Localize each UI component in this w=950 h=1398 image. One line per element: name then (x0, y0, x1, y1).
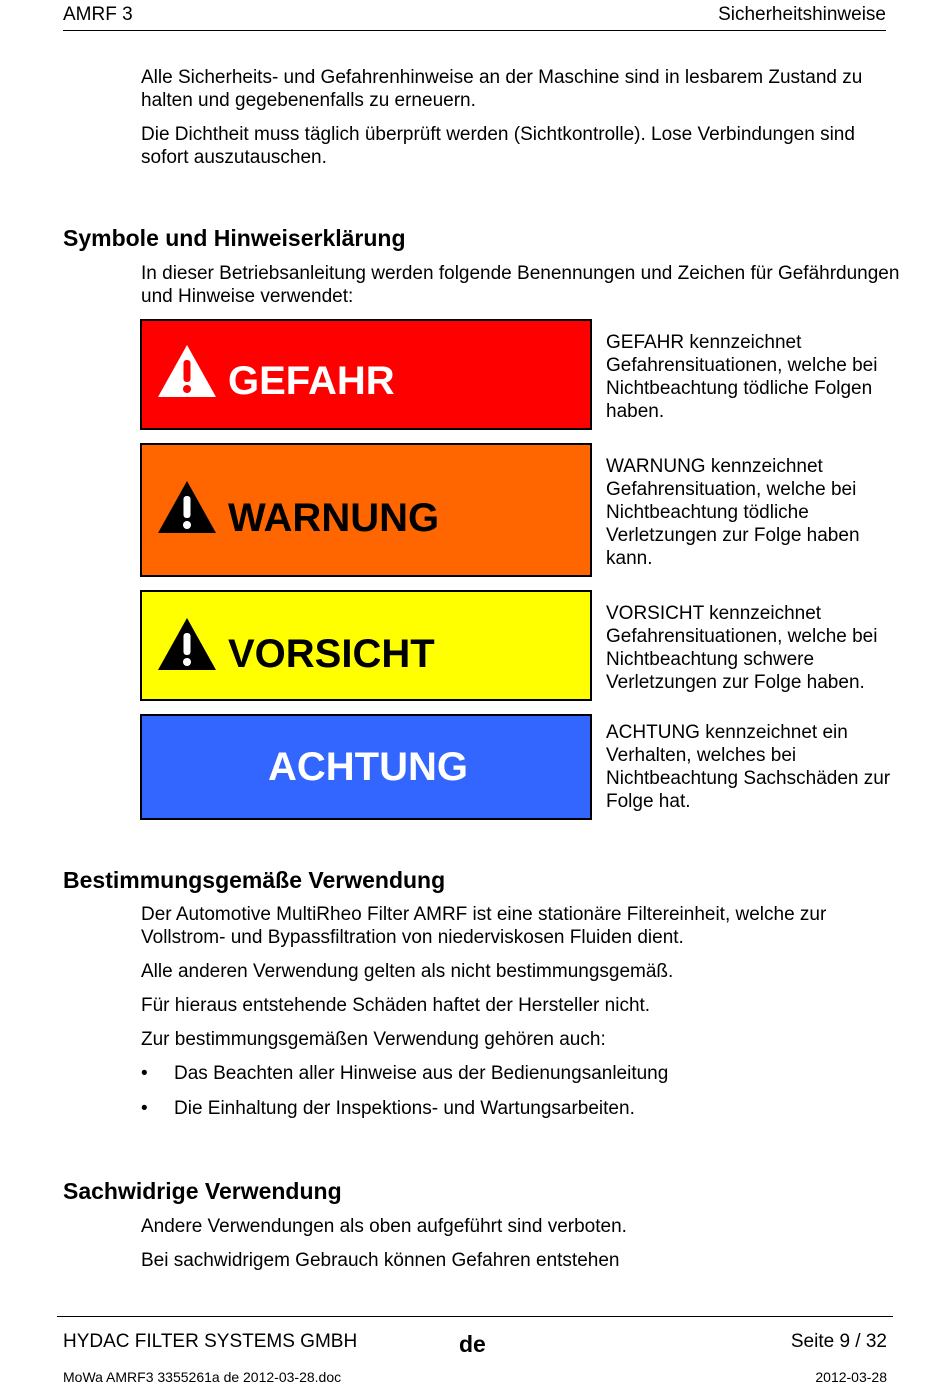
footer-page-number: Seite 9 / 32 (790, 1331, 887, 1352)
bestimmung-paragraph-3: Für hieraus entstehende Schäden haftet der Hersteller nicht. (141, 995, 651, 1016)
sign-warnung-description: WARNUNG kennzeichnet Gefahrensituation, welche bei Nichtbeachtung tödliche Verletzungen zur Folge haben kann. (606, 456, 860, 569)
list-item-text: Das Beachten aller Hinweise aus der Bedienungsanleitung (174, 1063, 669, 1084)
sign-warnung (140, 443, 592, 577)
list-item-text: Die Einhaltung der Inspektions- und Wartungsarbeiten. (174, 1098, 635, 1119)
sign-gefahr (140, 319, 592, 430)
warning-triangle-icon (156, 343, 218, 399)
bestimmung-paragraph-2: Alle anderen Verwendung gelten als nicht bestimmungsgemäß. (141, 961, 674, 982)
intro-paragraph-2: Die Dichtheit muss täglich überprüft werden (Sichtkontrolle). Lose Verbindungen sind sofort auszutauschen. (141, 124, 855, 168)
sign-warnung-word: WARNUNG (228, 496, 440, 540)
sign-achtung-description: ACHTUNG kennzeichnet ein Verhalten, welches bei Nichtbeachtung Sachschäden zur Folge hat. (606, 722, 891, 812)
sachwidrig-paragraph-1: Andere Verwendungen als oben aufgeführt sind verboten. (141, 1216, 627, 1237)
bullet-icon: • (141, 1063, 148, 1084)
page-footer (57, 1316, 893, 1385)
sign-achtung-word: ACHTUNG (268, 745, 468, 789)
sign-vorsicht (140, 590, 592, 701)
footer-language: de (459, 1331, 486, 1357)
page-header (63, 2, 886, 31)
footer-document-name: MoWa AMRF3 3355261a de 2012-03-28.doc (63, 1369, 342, 1385)
footer-company: HYDAC FILTER SYSTEMS GMBH (63, 1331, 358, 1352)
bullet-icon: • (141, 1098, 148, 1119)
symbole-intro: In dieser Betriebsanleitung werden folgende Benennungen und Zeichen für Gefährdungen und Hinweise verwendet: (141, 263, 900, 307)
heading-bestimmung: Bestimmungsgemäße Verwendung (63, 867, 446, 893)
footer-date: 2012-03-28 (815, 1369, 887, 1385)
sachwidrig-paragraph-2: Bei sachwidrigem Gebrauch können Gefahren entstehen (141, 1250, 620, 1271)
sign-vorsicht-description: VORSICHT kennzeichnet Gefahrensituationen, welche bei Nichtbeachtung schwere Verletzungen zur Folge haben. (606, 603, 878, 693)
intro-paragraph-1: Alle Sicherheits- und Gefahrenhinweise an der Maschine sind in lesbarem Zustand zu halten und gegebenenfalls zu erneuern. (141, 67, 863, 111)
heading-sachwidrig: Sachwidrige Verwendung (63, 1178, 342, 1204)
bestimmung-paragraph-4: Zur bestimmungsgemäßen Verwendung gehören auch: (141, 1029, 606, 1050)
sign-vorsicht-word: VORSICHT (228, 632, 435, 676)
warning-triangle-icon (156, 479, 218, 535)
bestimmung-paragraph-1: Der Automotive MultiRheo Filter AMRF ist eine stationäre Filtereinheit, welche zur Vollstrom- und Bypassfiltration von niederviskosen Fluiden dient. (141, 904, 827, 948)
header-product: AMRF 3 (63, 4, 133, 25)
heading-symbole: Symbole und Hinweiserklärung (63, 225, 406, 251)
sign-achtung (140, 714, 592, 820)
warning-triangle-icon (156, 616, 218, 672)
sign-gefahr-word: GEFAHR (228, 359, 395, 403)
header-section: Sicherheitshinweise (718, 4, 886, 25)
sign-gefahr-description: GEFAHR kennzeichnet Gefahrensituationen, welche bei Nichtbeachtung tödliche Folgen haben. (606, 332, 878, 422)
